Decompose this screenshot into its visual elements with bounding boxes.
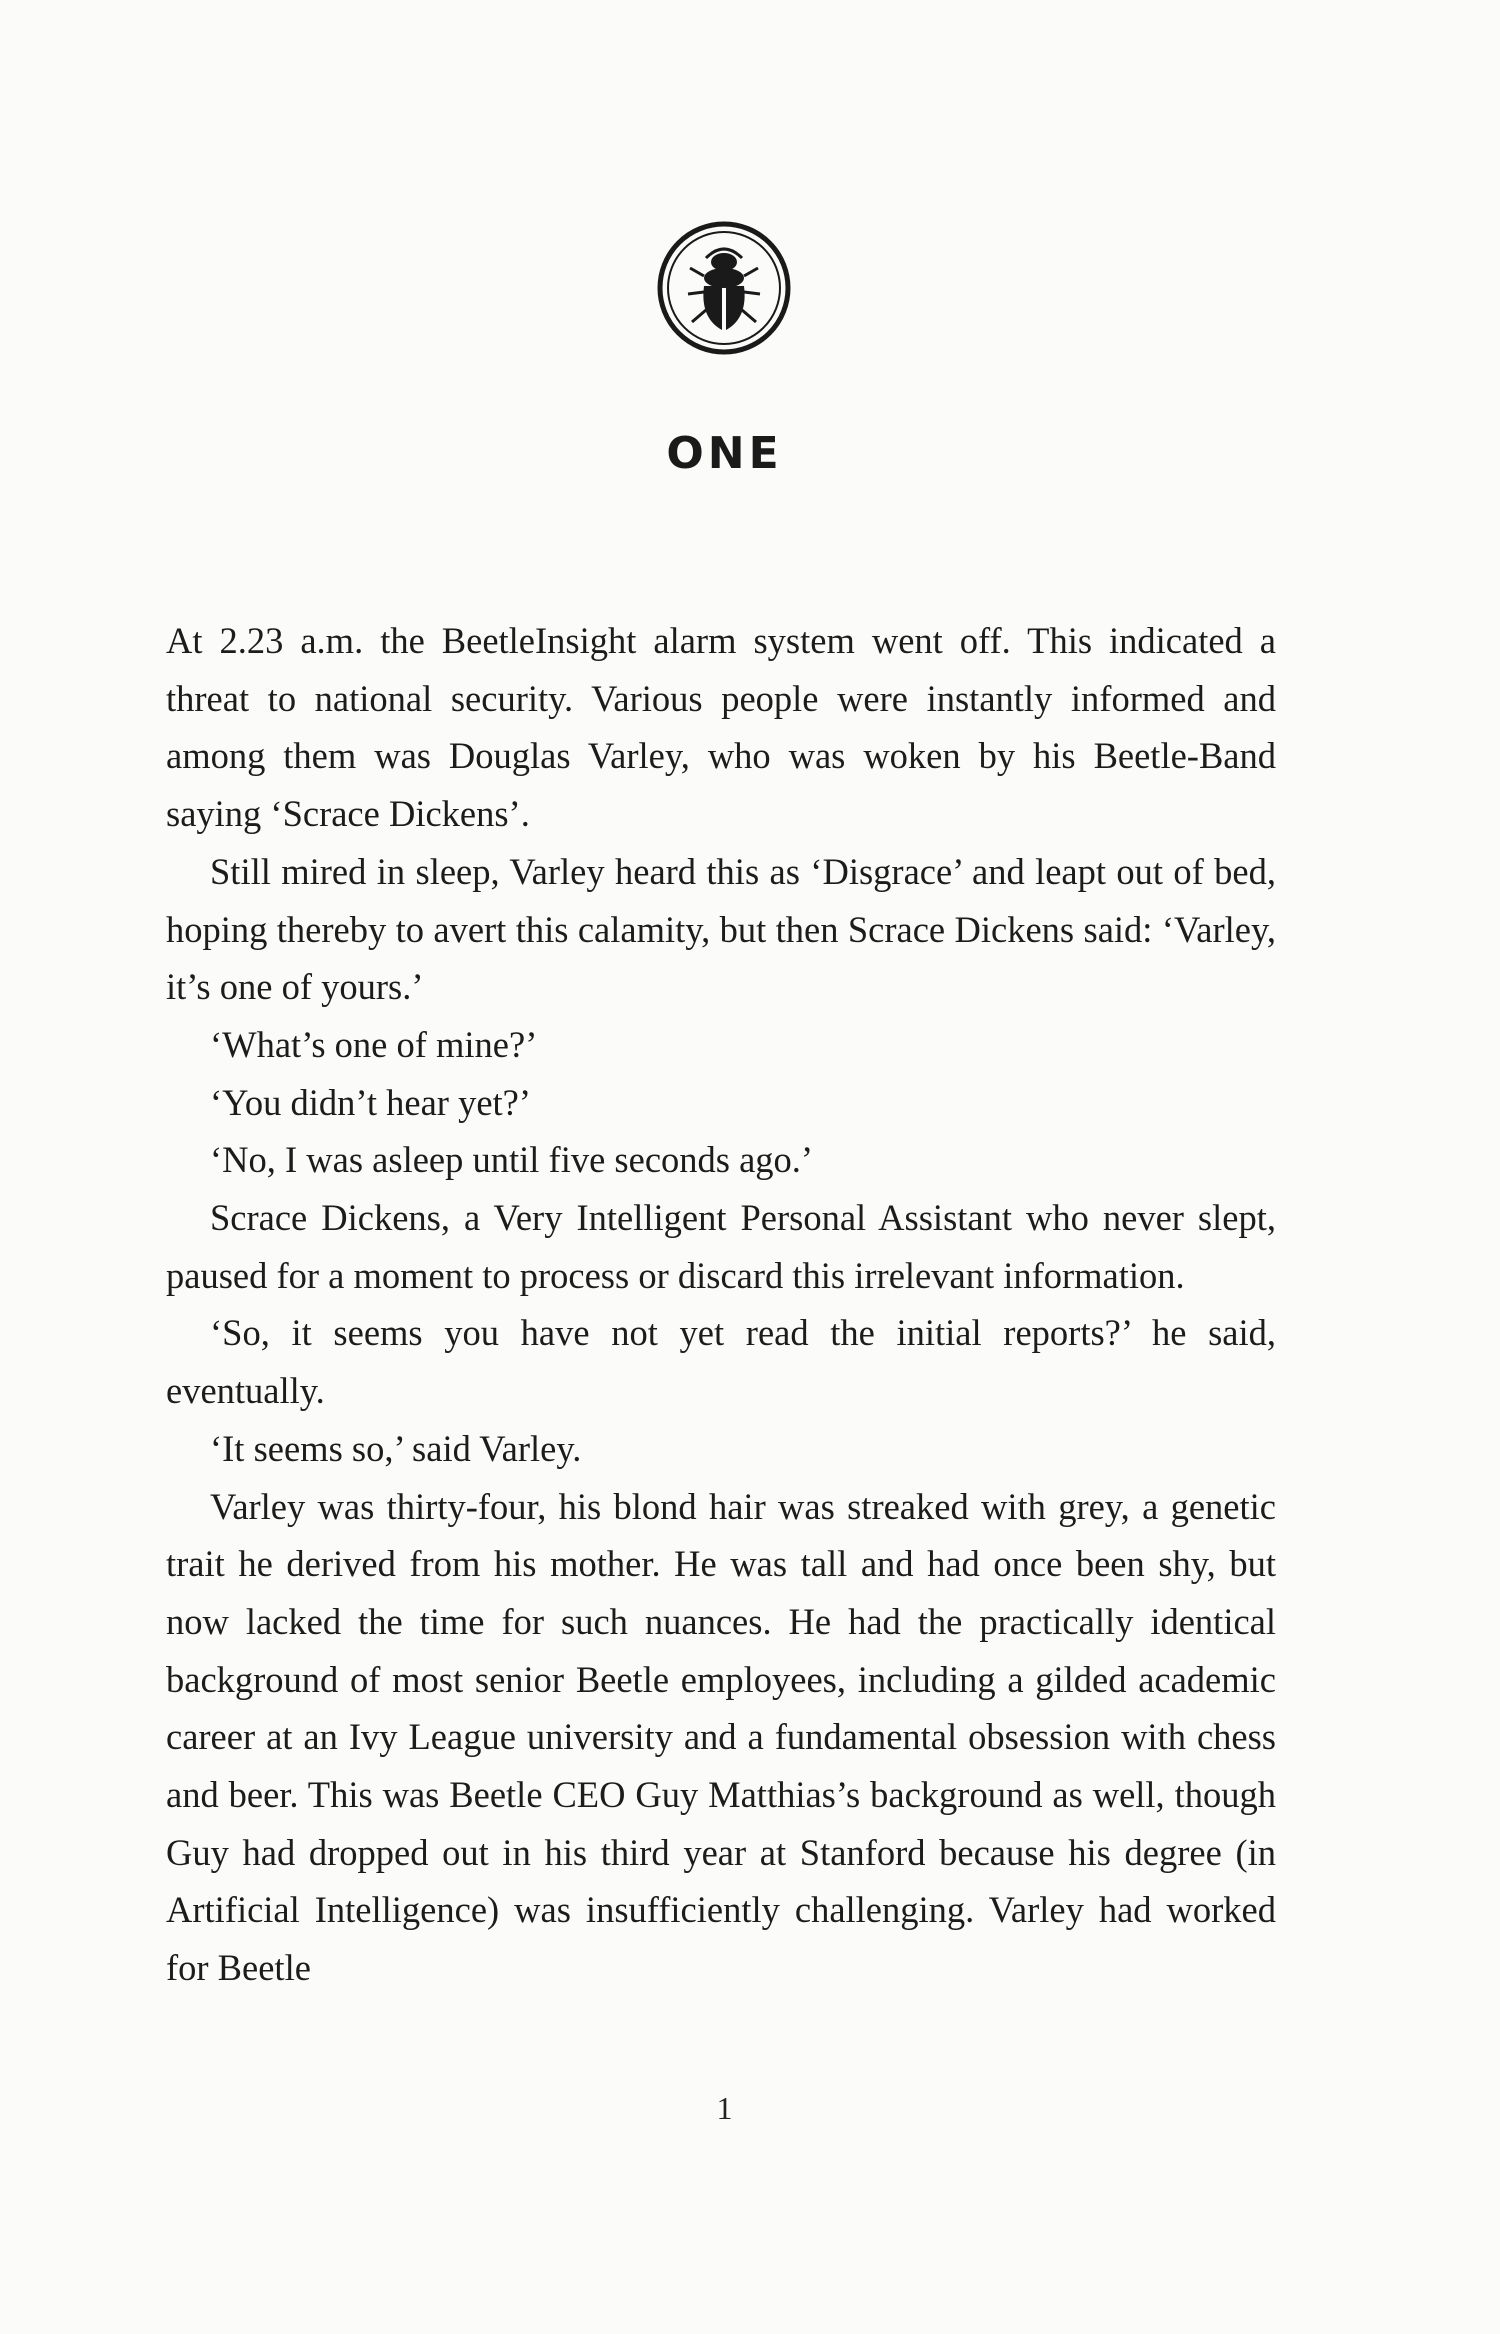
paragraph: Scrace Dickens, a Very Intelligent Personal Assistant who never slept, paused for a moment to process or discard this irrelevant information. [166, 1197, 1276, 1296]
paragraph: ‘You didn’t hear yet?’ [210, 1081, 532, 1123]
paragraph: ‘So, it seems you have not yet read the initial reports?’ he said, eventually. [166, 1312, 1276, 1412]
page-number: 1 [716, 2090, 733, 2126]
paragraph: At 2.23 a.m. the BeetleInsight alarm system went off. This indicated a threat to national security. Various people were instantly informed and among them was Douglas Varley, who was woken by his Beetle-Band saying ‘Scrace Dickens’. [166, 620, 1276, 835]
paragraph: ‘No, I was asleep until five seconds ago.’ [210, 1139, 814, 1181]
paragraph: Varley was thirty-four, his blond hair was streaked with grey, a genetic trait he derived from his mother. He was tall and had once been shy, but now lacked the time for such nuances. He had the practically identical background of most senior Beetle employees, including a gilded academic career at an Ivy League university and a fundamental obsession with chess and beer. This was Beetle CEO Guy Matthias’s background as well, though Guy had dropped out in his third year at Stanford because his degree (in Artificial Intelligence) was insufficiently challenging. Varley had worked for Beetle [166, 1485, 1276, 1989]
paragraph: ‘What’s one of mine?’ [210, 1023, 538, 1065]
paragraph: ‘It seems so,’ said Varley. [210, 1427, 582, 1469]
chapter-title: ONE [666, 428, 783, 479]
scarab-beetle-icon [654, 218, 794, 358]
chapter-text [166, 612, 1276, 1997]
paragraph: Still mired in sleep, Varley heard this as ‘Disgrace’ and leapt out of bed, hoping thereby to avert this calamity, but then Scrace Dickens said: ‘Varley, it’s one of yours.’ [166, 850, 1276, 1008]
